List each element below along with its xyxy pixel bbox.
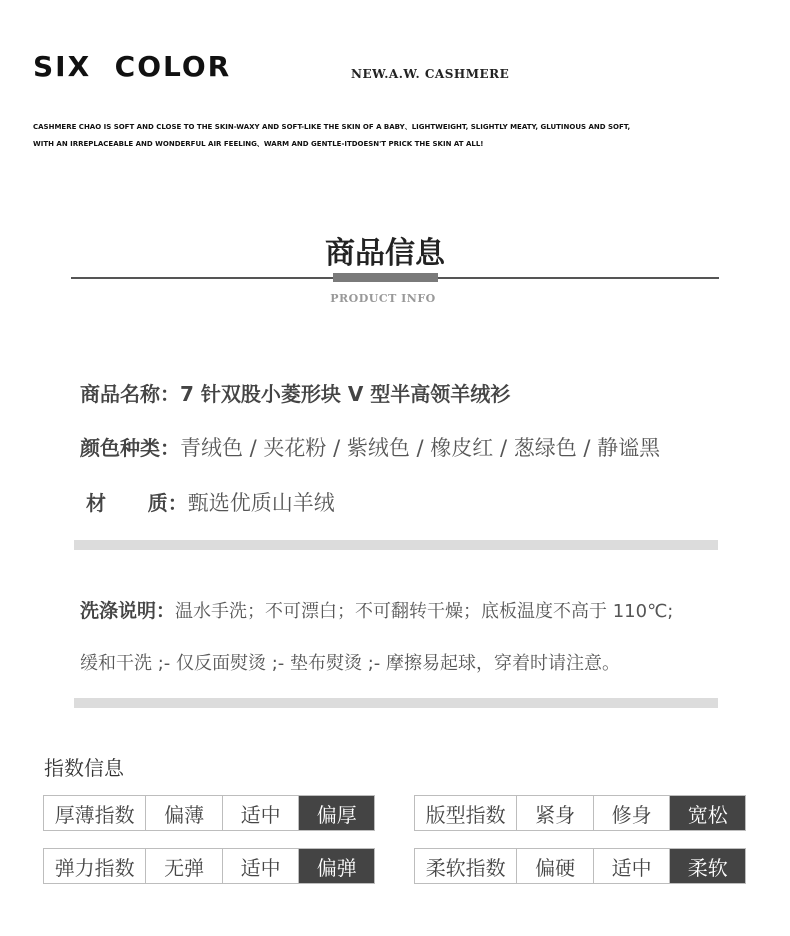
index-option: 偏薄 — [145, 796, 222, 830]
washing-text-1: 温水手洗；不可漂白；不可翻转干燥；底板温度不高于 110℃; — [175, 601, 674, 622]
index-option: 适中 — [222, 796, 299, 830]
divider-bar-1 — [74, 540, 718, 550]
product-name-label: 商品名称： — [80, 382, 180, 406]
washing-label: 洗涤说明： — [80, 600, 176, 622]
index-option: 适中 — [593, 849, 670, 883]
product-material-label: 材 质： — [86, 491, 188, 515]
index-option-selected: 宽松 — [669, 796, 745, 830]
product-name-row — [80, 378, 510, 407]
index-title: 指数信息 — [44, 756, 124, 780]
index-label: 弹力指数 — [54, 855, 135, 880]
product-color-value: 青绒色 / 夹花粉 / 紫绒色 / 橡皮红 / 葱绿色 / 静谧黑 — [180, 436, 661, 460]
product-name-value: 7 针双股小菱形块 V 型半高领羊绒衫 — [180, 382, 511, 406]
washing-line-1 — [80, 596, 673, 623]
index-option-selected: 柔软 — [669, 849, 745, 883]
index-option: 修身 — [593, 796, 670, 830]
index-option-selected: 偏厚 — [298, 796, 374, 830]
product-color-label: 颜色种类： — [80, 436, 180, 460]
washing-text-2: 缓和干洗 ;- 仅反面熨烫 ;- 垫布熨烫 ;- 摩擦易起球，穿着时请注意。 — [80, 653, 621, 674]
index-option-selected: 偏弹 — [298, 849, 374, 883]
index-label: 版型指数 — [425, 802, 506, 827]
index-option: 紧身 — [516, 796, 593, 830]
description-line-1: CASHMERE CHAO IS SOFT AND CLOSE TO THE SKIN-WAXY AND SOFT-LIKE THE SKIN OF A BABY、LIGHTWEIGHT, SLIGHTLY MEATY, GLUTINOUS AND SOFT, — [33, 123, 631, 131]
section-subtitle: PRODUCT INFO — [330, 292, 436, 305]
brand-tagline: NEW.A.W. CASHMERE — [351, 67, 510, 81]
brand-name: SIX COLOR — [33, 50, 232, 83]
index-label: 厚薄指数 — [54, 802, 135, 827]
title-accent-bar — [333, 273, 438, 282]
index-option: 适中 — [222, 849, 299, 883]
divider-bar-2 — [74, 698, 718, 708]
softness-index-table — [414, 848, 746, 884]
index-option: 无弹 — [145, 849, 222, 883]
thickness-index-table — [43, 795, 375, 831]
product-color-row — [80, 432, 660, 462]
product-material-row — [86, 487, 335, 517]
section-title: 商品信息 — [325, 236, 445, 271]
fit-index-table — [414, 795, 746, 831]
index-label: 柔软指数 — [425, 855, 506, 880]
description-line-2: WITH AN IRREPLACEABLE AND WONDERFUL AIR FEELING、WARM AND GENTLE-ITDOESN'T PRICK THE SKIN AT ALL! — [33, 140, 484, 148]
elasticity-index-table — [43, 848, 375, 884]
product-material-value: 甄选优质山羊绒 — [187, 491, 335, 515]
index-option: 偏硬 — [516, 849, 593, 883]
